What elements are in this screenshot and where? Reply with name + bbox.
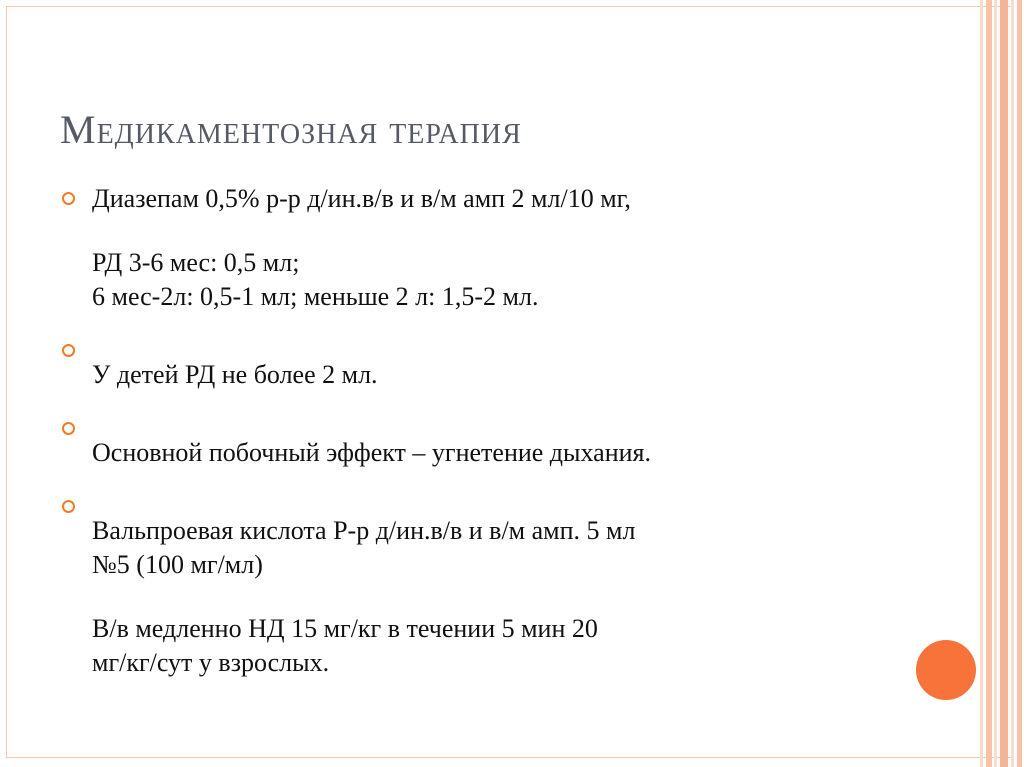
stripe: [1017, 0, 1022, 767]
spacer: [92, 490, 902, 514]
spacer: [92, 334, 902, 358]
bullet-text: Диазепам 0,5% р-р д/ин.в/в и в/м амп 2 мл/10 мг,: [92, 184, 631, 213]
bullet-text: Основной побочный эффект – угнетение дыхания.: [92, 438, 651, 467]
bullet-icon: [62, 500, 75, 513]
stripe: [994, 0, 997, 767]
stripe: [1000, 0, 1008, 767]
stripe: [1011, 0, 1014, 767]
bullet-icon: [62, 344, 75, 357]
bullet-icon: [62, 422, 75, 435]
bullet-item: [62, 334, 902, 392]
spacer: [92, 216, 902, 246]
bullet-icon: [62, 192, 75, 205]
bullet-text: №5 (100 мг/мл): [92, 550, 263, 579]
decorative-stripes: [980, 0, 1024, 767]
stripe: [980, 0, 983, 767]
bullet-item: [62, 412, 902, 470]
bullet-item: [62, 182, 902, 314]
bullet-text: РД 3-6 мес: 0,5 мл;: [92, 248, 300, 277]
bullet-text: 6 мес-2л: 0,5-1 мл; меньше 2 л: 1,5-2 мл.: [92, 282, 539, 311]
bullet-list: [62, 182, 902, 700]
bullet-item: [62, 490, 902, 680]
spacer: [92, 582, 902, 612]
stripe: [986, 0, 992, 767]
bullet-text: В/в медленно НД 15 мг/кг в течении 5 мин 20: [92, 614, 598, 643]
slide-title: Медикаментозная терапия: [60, 107, 522, 152]
bullet-text: мг/кг/сут у взрослых.: [92, 648, 330, 677]
bullet-text: У детей РД не более 2 мл.: [92, 360, 378, 389]
bullet-text: Вальпроевая кислота Р-р д/ин.в/в и в/м амп. 5 мл: [92, 516, 636, 545]
decorative-circle: [916, 640, 976, 700]
spacer: [92, 412, 902, 436]
